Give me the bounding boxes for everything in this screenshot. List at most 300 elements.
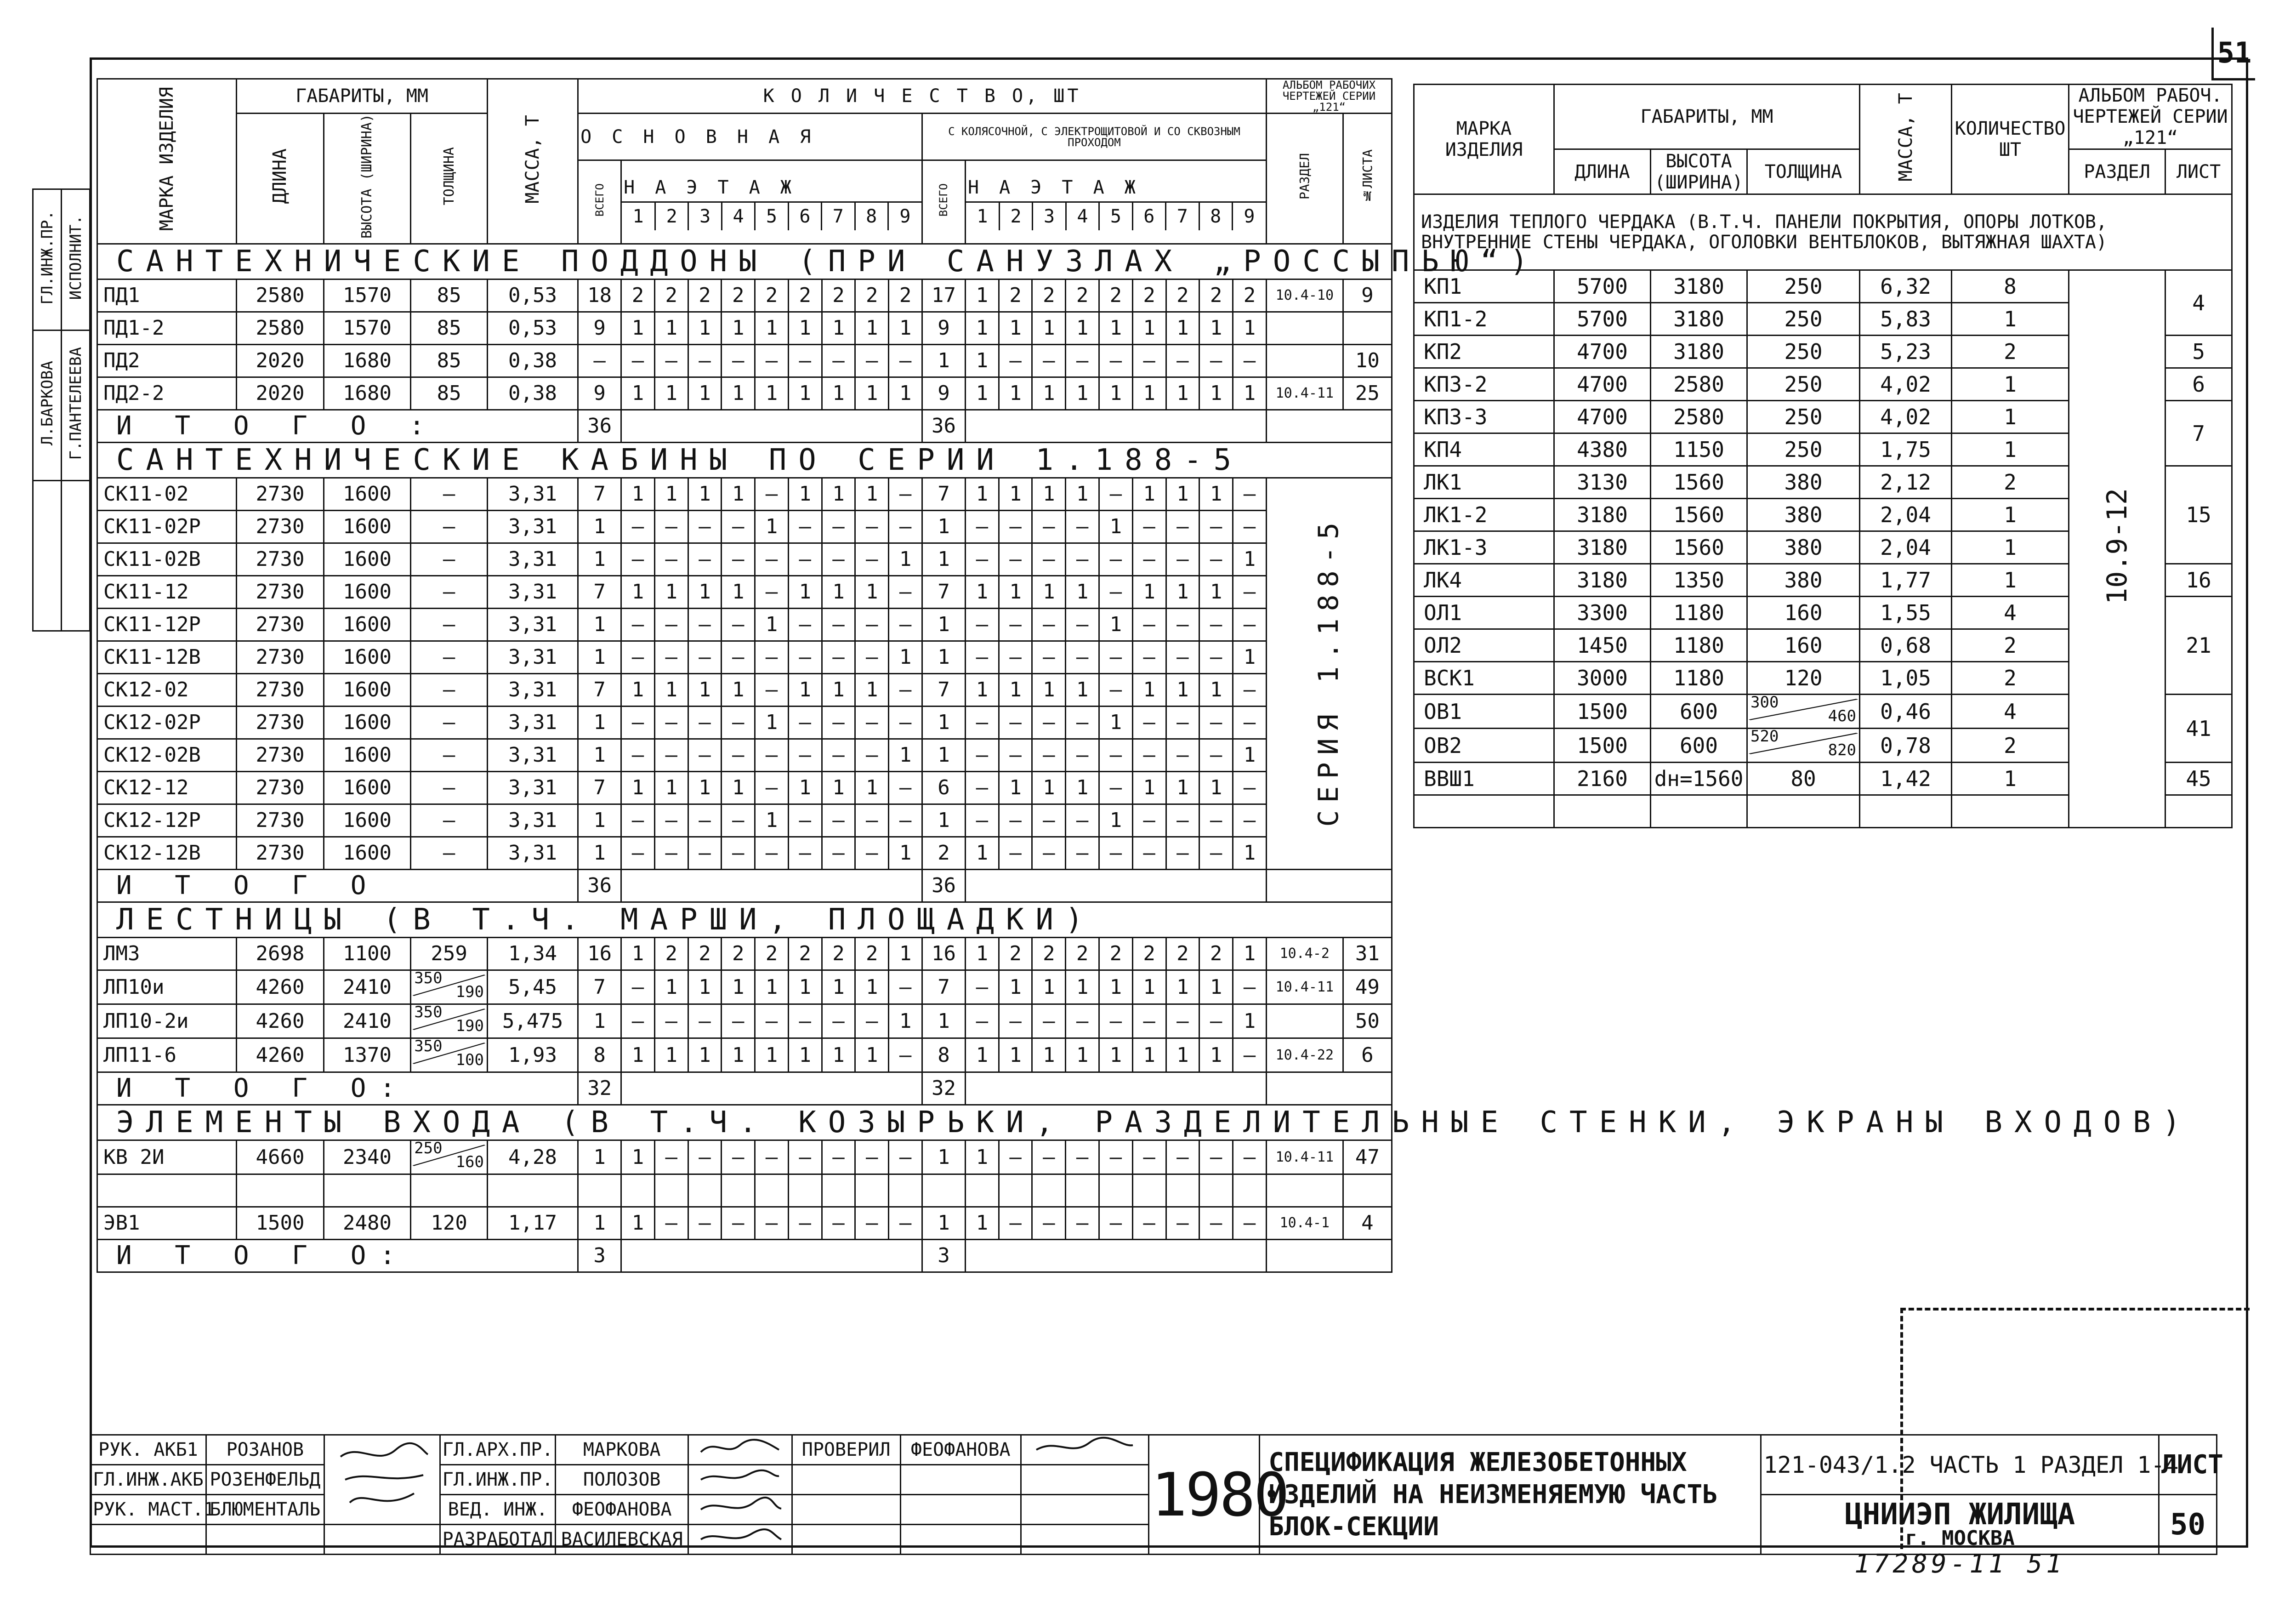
item-mark: ЛК4 bbox=[1414, 564, 1554, 597]
item-floor-alt-9: — bbox=[1233, 1207, 1267, 1239]
item-floor-main-2: — bbox=[654, 1004, 688, 1038]
item-floor-main-6: 1 bbox=[788, 312, 822, 344]
item-floor-alt-6: — bbox=[1132, 510, 1166, 543]
item-length: 2160 bbox=[1554, 763, 1651, 795]
item-height: 1100 bbox=[324, 937, 411, 970]
item-floor-main-3: — bbox=[688, 1140, 722, 1174]
section-total-tail-0 bbox=[1266, 410, 1392, 442]
item-height bbox=[324, 1174, 411, 1207]
staff2-signature-3 bbox=[688, 1495, 792, 1525]
item-total-main: 7 bbox=[578, 673, 621, 706]
section-total-main-blank-1 bbox=[621, 869, 922, 902]
side-stamp-signature-1 bbox=[33, 481, 62, 631]
item-height: 1150 bbox=[1651, 433, 1747, 466]
item-length: 2730 bbox=[237, 543, 324, 575]
item-floor-alt-1: 1 bbox=[965, 279, 999, 312]
item-floor-alt-1: — bbox=[965, 510, 999, 543]
left-hdr-sheet-text: №ЛИСТА bbox=[1359, 149, 1375, 204]
item-height: 3180 bbox=[1651, 303, 1747, 336]
item-sheet: 15 bbox=[2165, 466, 2232, 564]
section-total-main-0: 36 bbox=[578, 410, 621, 442]
item-floor-alt-9: 1 bbox=[1233, 377, 1267, 410]
item-floor-alt-2: 2 bbox=[999, 937, 1032, 970]
item-floor-alt-2: — bbox=[999, 1207, 1032, 1239]
item-length: 4700 bbox=[1554, 336, 1651, 368]
left-hdr-floor-1-1: 1 bbox=[622, 202, 655, 231]
item-floor-alt-6: 1 bbox=[1132, 673, 1166, 706]
item-floor-main-7: — bbox=[822, 510, 855, 543]
item-floor-main-3: — bbox=[688, 706, 722, 739]
item-height: 2580 bbox=[1651, 368, 1747, 401]
left-hdr-section-text: РАЗДЕЛ bbox=[1297, 153, 1313, 200]
item-floor-main-4: — bbox=[722, 1207, 755, 1239]
item-length: 5700 bbox=[1554, 303, 1651, 336]
item-floor-main-9: — bbox=[889, 478, 922, 510]
item-floor-main-9: — bbox=[889, 1140, 922, 1174]
section-total-alt-3: 3 bbox=[922, 1239, 965, 1272]
bottom-note: 17289-11 51 bbox=[1854, 1549, 2065, 1579]
item-mark: СК11-02В bbox=[97, 543, 237, 575]
item-floor-alt-9: — bbox=[1233, 771, 1267, 804]
item-length: 4700 bbox=[1554, 368, 1651, 401]
item-floor-main-1: 1 bbox=[621, 377, 655, 410]
blank-cell-11 bbox=[900, 1525, 1021, 1555]
item-floor-main-1: — bbox=[621, 510, 655, 543]
item-floor-alt-3: 1 bbox=[1032, 673, 1066, 706]
item-floor-alt-3: 1 bbox=[1032, 478, 1066, 510]
item-mass: 5,23 bbox=[1860, 336, 1952, 368]
item-floor-alt-5: 1 bbox=[1099, 1038, 1133, 1072]
section-total-main-3: 3 bbox=[578, 1239, 621, 1272]
item-height: 2410 bbox=[324, 970, 411, 1004]
item-floor-main-5: — bbox=[755, 771, 789, 804]
blank-cell-1 bbox=[792, 1465, 900, 1495]
item-floor-main-9: 1 bbox=[889, 377, 922, 410]
left-hdr-length-text: ДЛИНА bbox=[269, 148, 291, 204]
item-floor-alt-6: — bbox=[1132, 641, 1166, 673]
item-floor-main-2: — bbox=[654, 1140, 688, 1174]
item-total-alt: 7 bbox=[922, 575, 965, 608]
item-floor-main-6: — bbox=[788, 608, 822, 641]
item-floor-main-5: 1 bbox=[755, 1038, 789, 1072]
left-hdr-alt: С КОЛЯСОЧНОЙ, С ЭЛЕКТРОЩИТОВОЙ И СО СКВОЗНЫМ ПРОХОДОМ bbox=[922, 114, 1266, 160]
item-sheet: 7 bbox=[2165, 401, 2232, 466]
item-length: 2580 bbox=[237, 279, 324, 312]
item-floor-alt-5: 1 bbox=[1099, 608, 1133, 641]
item-mass: 2,04 bbox=[1860, 531, 1952, 564]
item-length: 4260 bbox=[237, 970, 324, 1004]
item-floor-alt-9: — bbox=[1233, 970, 1267, 1004]
item-floor-alt-7: — bbox=[1166, 1140, 1199, 1174]
item-floor-main-9: — bbox=[889, 771, 922, 804]
item-height: 1600 bbox=[324, 673, 411, 706]
item-floor-alt-4: — bbox=[1066, 608, 1099, 641]
item-mass: 3,31 bbox=[488, 575, 578, 608]
item-thickness: 120 bbox=[1747, 662, 1860, 695]
item-floor-main-1: — bbox=[621, 804, 655, 837]
item-floor-alt-2: — bbox=[999, 543, 1032, 575]
item-floor-alt-6: 2 bbox=[1132, 937, 1166, 970]
item-thickness-slash bbox=[1750, 729, 1857, 757]
left-hdr-total-text-1: ВСЕГО bbox=[593, 183, 606, 217]
item-floor-alt-1: — bbox=[965, 1004, 999, 1038]
item-total-main: 1 bbox=[578, 608, 621, 641]
item-mass: 0,53 bbox=[488, 312, 578, 344]
item-floor-alt-2 bbox=[999, 1174, 1032, 1207]
item-floor-alt-6: — bbox=[1132, 1207, 1166, 1239]
item-floor-main-1: — bbox=[621, 641, 655, 673]
item-mark: ЛМ3 bbox=[97, 937, 237, 970]
item-height: 1600 bbox=[324, 739, 411, 771]
item-floor-alt-2: 1 bbox=[999, 312, 1032, 344]
item-floor-main-2: 1 bbox=[654, 575, 688, 608]
item-floor-alt-4: 1 bbox=[1066, 575, 1099, 608]
item-floor-main-2: 1 bbox=[654, 478, 688, 510]
item-floor-main-7: — bbox=[822, 1207, 855, 1239]
item-floor-main-1: — bbox=[621, 1004, 655, 1038]
item-total-alt: 1 bbox=[922, 1004, 965, 1038]
item-floor-alt-1: — bbox=[965, 771, 999, 804]
left-hdr-thickness-text: ТОЛЩИНА bbox=[441, 147, 457, 205]
item-floor-main-8: — bbox=[855, 837, 889, 869]
item-floor-alt-2: — bbox=[999, 510, 1032, 543]
item-floor-alt-3 bbox=[1032, 1174, 1066, 1207]
item-floor-alt-3: — bbox=[1032, 344, 1066, 377]
item-floor-main-8: — bbox=[855, 1004, 889, 1038]
item-floor-main-1: 1 bbox=[621, 1038, 655, 1072]
item-floor-main-5: 1 bbox=[755, 312, 789, 344]
item-height: 2340 bbox=[324, 1140, 411, 1174]
item-floor-alt-5: — bbox=[1099, 575, 1133, 608]
item-height: 1600 bbox=[324, 478, 411, 510]
item-floor-main-1: — bbox=[621, 543, 655, 575]
item-floor-alt-7: — bbox=[1166, 543, 1199, 575]
item-floor-alt-9: — bbox=[1233, 1038, 1267, 1072]
item-mass: 2,12 bbox=[1860, 466, 1952, 499]
item-floor-alt-5: — bbox=[1099, 478, 1133, 510]
left-hdr-floor-1-4: 4 bbox=[722, 202, 755, 231]
section-value: 10.9-12 bbox=[2101, 488, 2133, 604]
item-floor-main-7: 1 bbox=[822, 1038, 855, 1072]
staff2-signature-2 bbox=[688, 1465, 792, 1495]
staff-name-1: РОЗАНОВ bbox=[206, 1435, 324, 1465]
staff2-role-3: ВЕД. ИНЖ. bbox=[440, 1495, 556, 1525]
item-floor-alt-7: 1 bbox=[1166, 377, 1199, 410]
item-floor-alt-8: — bbox=[1199, 804, 1233, 837]
item-floor-main-2: — bbox=[654, 706, 688, 739]
left-hdr-mark-text: МАРКА ИЗДЕЛИЯ bbox=[156, 87, 178, 231]
blank-cell-6 bbox=[1021, 1495, 1148, 1525]
right-hdr-qty: КОЛИЧЕСТВО ШТ bbox=[1952, 85, 2069, 194]
item-thickness: — bbox=[411, 510, 488, 543]
item-mark: СК11-12 bbox=[97, 575, 237, 608]
item-thickness: — bbox=[411, 739, 488, 771]
item-sheet: 6 bbox=[2165, 368, 2232, 401]
item-floor-alt-2: 1 bbox=[999, 478, 1032, 510]
item-total-main: 7 bbox=[578, 970, 621, 1004]
item-floor-main-3: — bbox=[688, 1004, 722, 1038]
item-floor-alt-9: 1 bbox=[1233, 837, 1267, 869]
item-quantity: 1 bbox=[1952, 499, 2069, 531]
signature-scribble-1 bbox=[331, 1438, 432, 1516]
item-floor-alt-1: — bbox=[965, 804, 999, 837]
item-thickness: 250 bbox=[1747, 368, 1860, 401]
item-mark: КП1 bbox=[1414, 270, 1554, 303]
left-hdr-floor-1-9: 9 bbox=[888, 202, 921, 231]
item-floor-main-3: — bbox=[688, 543, 722, 575]
item-thickness bbox=[411, 1140, 488, 1174]
item-mass: 6,32 bbox=[1860, 270, 1952, 303]
item-floor-alt-7: 1 bbox=[1166, 771, 1199, 804]
table-row bbox=[97, 1207, 1392, 1239]
item-height: 1350 bbox=[1651, 564, 1747, 597]
staff2-signature-1 bbox=[688, 1435, 792, 1465]
item-quantity: 1 bbox=[1952, 401, 2069, 433]
item-floor-main-2: — bbox=[654, 344, 688, 377]
item-mass: 1,93 bbox=[488, 1038, 578, 1072]
item-floor-main-6: 1 bbox=[788, 1038, 822, 1072]
item-thickness-bottom: 100 bbox=[455, 1050, 484, 1069]
item-floor-alt-3: 2 bbox=[1032, 279, 1066, 312]
item-floor-alt-9: — bbox=[1233, 510, 1267, 543]
item-floor-alt-3: — bbox=[1032, 706, 1066, 739]
item-total-main: 9 bbox=[578, 312, 621, 344]
item-floor-main-3: 1 bbox=[688, 1038, 722, 1072]
item-thickness: 85 bbox=[411, 377, 488, 410]
staff2-role-2: ГЛ.ИНЖ.ПР. bbox=[440, 1465, 556, 1495]
item-floor-main-3: 1 bbox=[688, 970, 722, 1004]
item-thickness: 85 bbox=[411, 344, 488, 377]
item-quantity: 2 bbox=[1952, 729, 2069, 763]
table-row bbox=[97, 1004, 1392, 1038]
item-floor-main-1 bbox=[621, 1174, 655, 1207]
item-floor-alt-1: 1 bbox=[965, 1038, 999, 1072]
item-floor-alt-1: 1 bbox=[965, 937, 999, 970]
item-thickness: 250 bbox=[1747, 401, 1860, 433]
item-floor-main-7: 1 bbox=[822, 970, 855, 1004]
left-hdr-floor-1-7: 7 bbox=[822, 202, 855, 231]
item-floor-alt-4: — bbox=[1066, 804, 1099, 837]
item-floor-main-5: 1 bbox=[755, 970, 789, 1004]
item-length: 4660 bbox=[237, 1140, 324, 1174]
item-floor-main-8: — bbox=[855, 706, 889, 739]
item-floor-alt-6: 1 bbox=[1132, 1038, 1166, 1072]
item-floor-main-3: — bbox=[688, 641, 722, 673]
section-title-0: САНТЕХНИЧЕСКИЕ ПОДДОНЫ (ПРИ САНУЗЛАХ „РОССЫПЬЮ“) bbox=[97, 244, 1392, 279]
table-row bbox=[1414, 270, 2232, 303]
item-floor-main-3: 1 bbox=[688, 673, 722, 706]
item-total-alt: 17 bbox=[922, 279, 965, 312]
table-row bbox=[97, 837, 1392, 869]
item-mass: 3,31 bbox=[488, 543, 578, 575]
item-total-alt: 9 bbox=[922, 312, 965, 344]
item-floor-alt-8: 1 bbox=[1199, 970, 1233, 1004]
item-floor-alt-1: — bbox=[965, 608, 999, 641]
item-floor-main-6: 1 bbox=[788, 970, 822, 1004]
item-length: 1500 bbox=[1554, 695, 1651, 729]
item-total-alt bbox=[922, 1174, 965, 1207]
item-mark: КП1-2 bbox=[1414, 303, 1554, 336]
item-floor-main-8: 1 bbox=[855, 478, 889, 510]
item-floor-main-9: — bbox=[889, 970, 922, 1004]
item-floor-alt-4: — bbox=[1066, 1004, 1099, 1038]
item-floor-main-4: — bbox=[722, 543, 755, 575]
item-thickness: — bbox=[411, 641, 488, 673]
item-floor-alt-5: — bbox=[1099, 673, 1133, 706]
section-total-alt-blank-3 bbox=[965, 1239, 1266, 1272]
item-floor-main-1: 1 bbox=[621, 478, 655, 510]
blank-cell-12 bbox=[1021, 1525, 1148, 1555]
left-hdr-floor-2-8: 8 bbox=[1199, 202, 1232, 231]
item-height: 600 bbox=[1651, 695, 1747, 729]
item-floor-main-8: 1 bbox=[855, 771, 889, 804]
item-floor-main-4: — bbox=[722, 1140, 755, 1174]
item-total-main: 1 bbox=[578, 739, 621, 771]
item-thickness-fraction bbox=[1750, 729, 1857, 757]
section-total-label-1: И Т О Г О bbox=[97, 869, 578, 902]
item-floor-alt-7: — bbox=[1166, 739, 1199, 771]
staff-role-3: РУК. МАСТ.1 bbox=[91, 1495, 206, 1525]
left-hdr-floor-2-2: 2 bbox=[999, 202, 1032, 231]
item-section: 10.4-11 bbox=[1266, 1140, 1343, 1174]
section-total-alt-1: 36 bbox=[922, 869, 965, 902]
item-floor-alt-3: — bbox=[1032, 1207, 1066, 1239]
item-thickness: — bbox=[411, 771, 488, 804]
item-mass: 3,31 bbox=[488, 641, 578, 673]
item-mark: СК12-02Р bbox=[97, 706, 237, 739]
item-floor-alt-5: — bbox=[1099, 739, 1133, 771]
item-height: dн=1560 bbox=[1651, 763, 1747, 795]
item-floor-alt-4 bbox=[1066, 1174, 1099, 1207]
left-hdr-total-2 bbox=[922, 160, 965, 244]
item-mass: 0,68 bbox=[1860, 629, 1952, 662]
item-floor-alt-7: 1 bbox=[1166, 478, 1199, 510]
item-total-main: 9 bbox=[578, 377, 621, 410]
item-height: 3180 bbox=[1651, 270, 1747, 303]
item-total-main: 16 bbox=[578, 937, 621, 970]
section-total-alt-blank-0 bbox=[965, 410, 1266, 442]
item-total-main: 1 bbox=[578, 641, 621, 673]
item-floor-alt-1: 1 bbox=[965, 377, 999, 410]
item-length: 3180 bbox=[1554, 531, 1651, 564]
left-hdr-total-text-2: ВСЕГО bbox=[937, 183, 950, 217]
item-mark: ОВ1 bbox=[1414, 695, 1554, 729]
item-floor-alt-6: — bbox=[1132, 739, 1166, 771]
item-floor-main-3: 1 bbox=[688, 312, 722, 344]
item-floor-alt-8: — bbox=[1199, 344, 1233, 377]
section-total-alt-blank-1 bbox=[965, 869, 1266, 902]
item-floor-main-8: 2 bbox=[855, 279, 889, 312]
item-total-alt: 1 bbox=[922, 641, 965, 673]
item-floor-main-3: 2 bbox=[688, 279, 722, 312]
corner-page-number: 51 bbox=[2211, 28, 2255, 80]
item-section bbox=[1266, 312, 1343, 344]
item-floor-alt-8: 1 bbox=[1199, 771, 1233, 804]
item-floor-main-4: 1 bbox=[722, 312, 755, 344]
item-floor-alt-5: 1 bbox=[1099, 706, 1133, 739]
item-height: 1560 bbox=[1651, 531, 1747, 564]
item-floor-main-9: 1 bbox=[889, 641, 922, 673]
table-row bbox=[97, 575, 1392, 608]
item-floor-alt-5: 2 bbox=[1099, 279, 1133, 312]
document-code: 121-043/1.2 ЧАСТЬ 1 РАЗДЕЛ 1-4 bbox=[1761, 1435, 2159, 1495]
item-floor-main-2: — bbox=[654, 804, 688, 837]
right-hdr-mark: МАРКА ИЗДЕЛИЯ bbox=[1414, 85, 1554, 194]
item-floor-alt-7: — bbox=[1166, 510, 1199, 543]
item-quantity: 2 bbox=[1952, 336, 2069, 368]
item-floor-main-5: 2 bbox=[755, 279, 789, 312]
table-row bbox=[97, 804, 1392, 837]
left-hdr-height bbox=[324, 114, 411, 244]
item-length: 3000 bbox=[1554, 662, 1651, 695]
item-thickness: 250 bbox=[1747, 303, 1860, 336]
item-floor-main-8: — bbox=[855, 641, 889, 673]
item-total-alt: 1 bbox=[922, 706, 965, 739]
staff-name-2: РОЗЕНФЕЛЬД bbox=[206, 1465, 324, 1495]
item-floor-main-6: 1 bbox=[788, 575, 822, 608]
item-total-alt: 1 bbox=[922, 608, 965, 641]
item-floor-main-1: 1 bbox=[621, 673, 655, 706]
item-height: 2480 bbox=[324, 1207, 411, 1239]
side-stamp-role-2: ИСПОЛНИТ. bbox=[66, 215, 85, 300]
item-sheet: 49 bbox=[1343, 970, 1392, 1004]
item-mark: ЛП10-2и bbox=[97, 1004, 237, 1038]
item-sheet: 9 bbox=[1343, 279, 1392, 312]
item-floor-alt-8: 1 bbox=[1199, 673, 1233, 706]
item-thickness-top: 250 bbox=[414, 1139, 443, 1157]
item-floor-alt-9: 2 bbox=[1233, 279, 1267, 312]
item-mark: СК11-02Р bbox=[97, 510, 237, 543]
item-total-alt: 9 bbox=[922, 377, 965, 410]
item-mark: СК12-12Р bbox=[97, 804, 237, 837]
item-floor-main-2: 1 bbox=[654, 312, 688, 344]
item-height: 1600 bbox=[324, 510, 411, 543]
item-floor-alt-6: — bbox=[1132, 804, 1166, 837]
table-row bbox=[97, 937, 1392, 970]
item-floor-main-6: — bbox=[788, 1004, 822, 1038]
staff-name-3: БЛЮМЕНТАЛЬ bbox=[206, 1495, 324, 1525]
item-floor-alt-7: — bbox=[1166, 837, 1199, 869]
item-floor-main-2: 2 bbox=[654, 279, 688, 312]
item-floor-alt-8: 1 bbox=[1199, 478, 1233, 510]
item-height: 1180 bbox=[1651, 662, 1747, 695]
item-floor-alt-9: — bbox=[1233, 1140, 1267, 1174]
item-height: 2580 bbox=[1651, 401, 1747, 433]
item-floor-main-2: — bbox=[654, 837, 688, 869]
item-sheet: 4 bbox=[2165, 270, 2232, 336]
item-height: 1180 bbox=[1651, 629, 1747, 662]
item-floor-alt-8: 2 bbox=[1199, 937, 1233, 970]
item-floor-main-8: — bbox=[855, 1207, 889, 1239]
item-section bbox=[1266, 344, 1343, 377]
item-floor-alt-3: 1 bbox=[1032, 771, 1066, 804]
item-mark: СК12-12В bbox=[97, 837, 237, 869]
item-floor-main-7: 1 bbox=[822, 478, 855, 510]
item-floor-alt-6: 1 bbox=[1132, 771, 1166, 804]
item-floor-main-8: 1 bbox=[855, 377, 889, 410]
item-floor-alt-2: 1 bbox=[999, 771, 1032, 804]
staff2-role-4: РАЗРАБОТАЛ bbox=[440, 1525, 556, 1555]
item-floor-alt-9: — bbox=[1233, 608, 1267, 641]
item-length: 4260 bbox=[237, 1004, 324, 1038]
item-floor-main-9: 1 bbox=[889, 837, 922, 869]
table-row bbox=[97, 312, 1392, 344]
item-floor-main-8: — bbox=[855, 344, 889, 377]
item-mark: КП3-3 bbox=[1414, 401, 1554, 433]
item-sheet: 50 bbox=[1343, 1004, 1392, 1038]
item-floor-alt-6: 1 bbox=[1132, 312, 1166, 344]
item-thickness-fraction bbox=[1750, 695, 1857, 723]
